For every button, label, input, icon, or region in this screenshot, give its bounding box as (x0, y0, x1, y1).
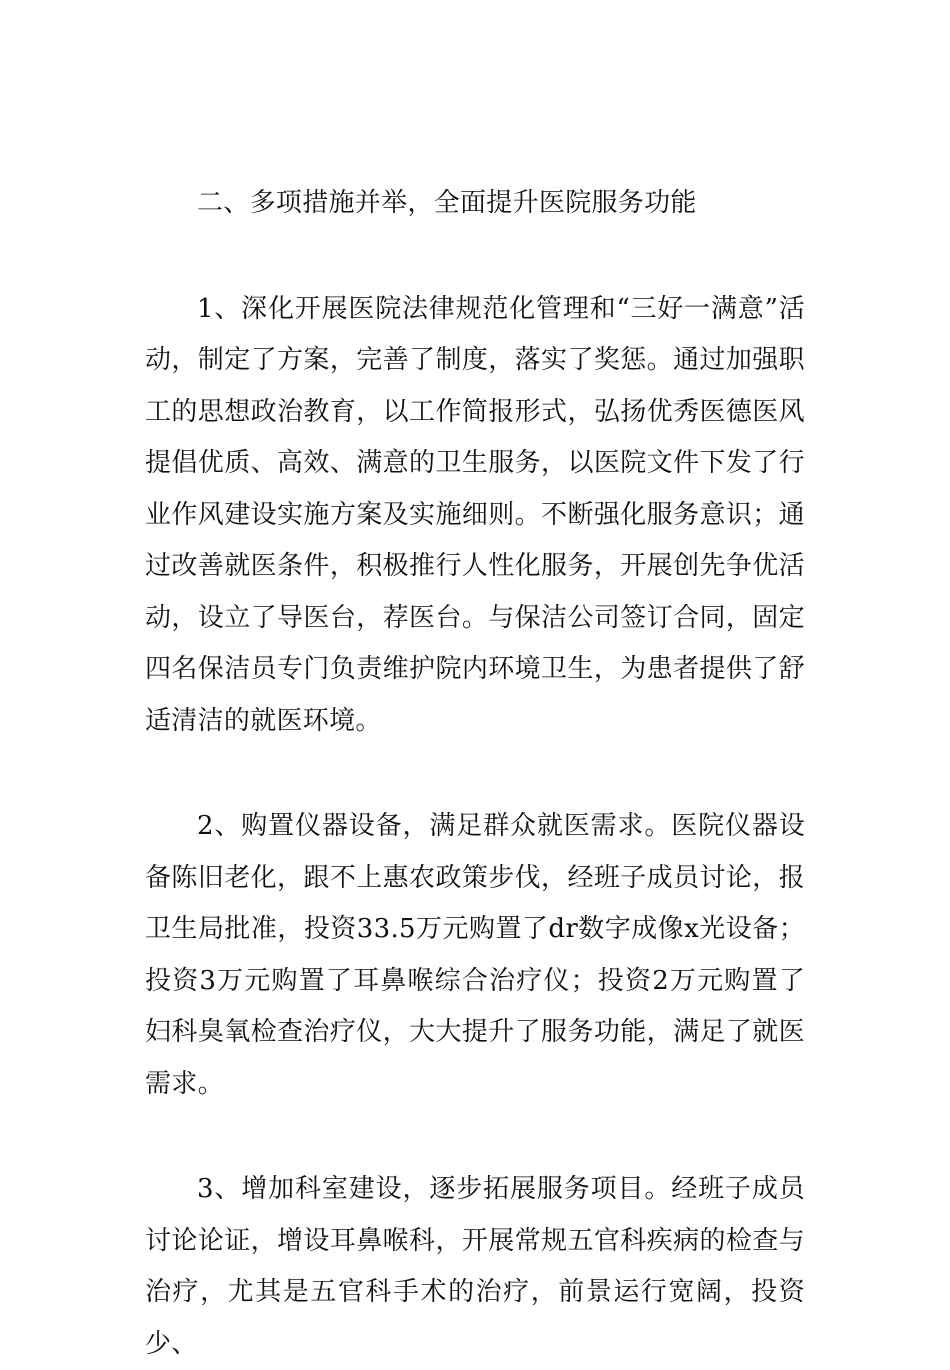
paragraph-2: 2、购置仪器设备，满足群众就医需求。医院仪器设备陈旧老化，跟不上惠农政策步伐，经班子成员讨论，报卫生局批准，投资33.5万元购置了dr数字成像x光设备；投资3万元购置了耳鼻喉综合治疗仪；投资2万元购置了妇科臭氧检查治疗仪，大大提升了服务功能，满足了就医需求。 (145, 811, 805, 1099)
section-heading: 二、多项措施并举，全面提升医院服务功能 (197, 188, 697, 218)
paragraph-3: 3、增加科室建设，逐步拓展服务项目。经班子成员讨论论证，增设耳鼻喉科，开展常规五官科疾病的检查与治疗，尤其是五官科手术的治疗，前景运行宽阔，投资少、 (145, 1174, 805, 1359)
document-body (145, 178, 805, 1370)
paragraph-1: 1、深化开展医院法律规范化管理和“三好一满意”活动，制定了方案，完善了制度，落实了奖惩。通过加强职工的思想政治教育，以工作简报形式，弘扬优秀医德医风提倡优质、高效、满意的卫生服务，以医院文件下发了行业作风建设实施方案及实施细则。不断强化服务意识；通过改善就医条件，积极推行人性化服务，开展创先争优活动，设立了导医台，荐医台。与保洁公司签订合同，固定四名保洁员专门负责维护院内环境卫生，为患者提供了舒适清洁的就医环境。 (145, 293, 805, 736)
